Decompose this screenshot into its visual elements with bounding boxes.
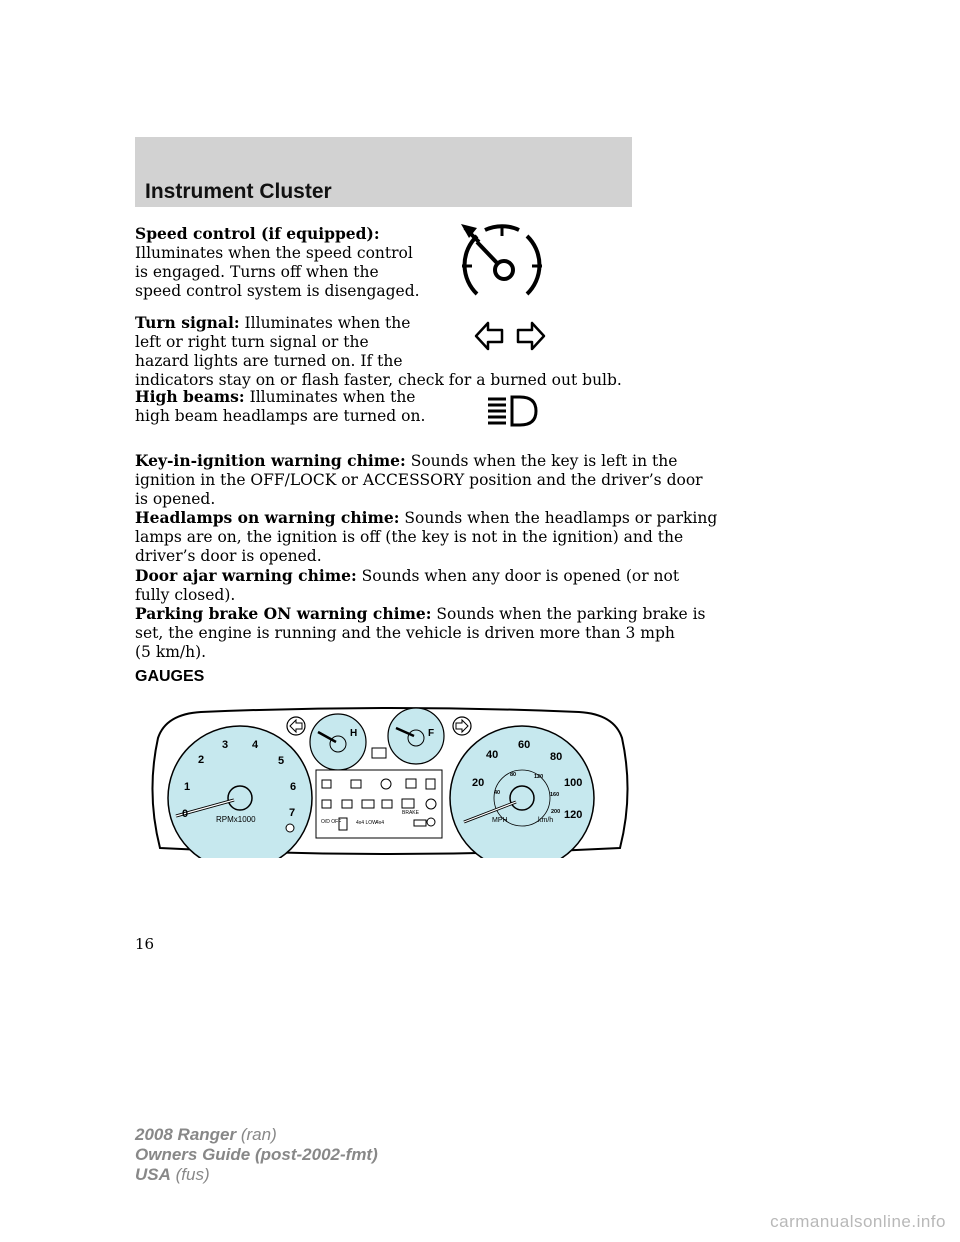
turn-signal-icon	[474, 320, 546, 352]
brake-chime-text: Parking brake ON warning chime: Sounds when the parking brake is set, the engine is running and the vehicle is driven more than 3 mph (5 km/h).	[135, 604, 706, 661]
key-chime-label: Key-in-ignition warning chime:	[135, 451, 406, 470]
tach-label-1: 1	[184, 781, 191, 793]
od-off-text: O/D OFF	[321, 819, 342, 825]
gauges-heading: GAUGES	[135, 668, 205, 685]
turn-signal-text: Turn signal: Illuminates when the left or right turn signal or the hazard lights are turned on. If the indicators stay on or flash faster, check for a burned out bulb.	[135, 313, 622, 389]
tach-unit: RPMx1000	[216, 815, 256, 824]
mph-label-60: 60	[518, 739, 531, 751]
mph-label-120: 120	[564, 809, 583, 821]
door-chime-text: Door ajar warning chime: Sounds when any door is opened (or not fully closed).	[135, 566, 680, 604]
watermark: carmanualsonline.info	[770, 1212, 946, 1231]
tach-label-2: 2	[198, 754, 205, 766]
brake-text: BRAKE	[402, 810, 419, 816]
headlamps-chime-text: Headlamps on warning chime: Sounds when the headlamps or parking lamps are on, the ignition is off (the key is not in the ignition) and the driver’s door is opened.	[135, 508, 718, 565]
tach-label-6: 6	[290, 781, 297, 793]
tach-label-5: 5	[278, 755, 285, 767]
mph-unit: MPH	[492, 817, 508, 824]
document-footer: 2008 Ranger (ran) Owners Guide (post-2002-fmt) USA (fus)	[135, 1125, 378, 1184]
brake-chime-label: Parking brake ON warning chime:	[135, 604, 432, 623]
fuel-full-label: F	[428, 728, 435, 739]
speed-control-icon	[455, 222, 550, 302]
turn-signal-label: Turn signal:	[135, 313, 240, 332]
kmh-unit: km/h	[538, 817, 554, 824]
four-low-text: 4x4 LOW	[356, 820, 377, 826]
tachometer	[168, 726, 312, 858]
kmh-label-200: 200	[551, 809, 561, 815]
page-number: 16	[135, 935, 155, 953]
kmh-label-40: 40	[494, 790, 501, 796]
key-chime-text: Key-in-ignition warning chime: Sounds when the key is left in the ignition in the OFF/LOCK or ACCESSORY position and the driver’s door is opened.	[135, 451, 703, 508]
kmh-label-120: 120	[534, 774, 544, 780]
four-by-four-text: 4x4	[376, 820, 385, 826]
door-chime-label: Door ajar warning chime:	[135, 566, 357, 585]
tach-label-3: 3	[222, 739, 229, 751]
high-beams-text: High beams: Illuminates when the high beam headlamps are turned on.	[135, 387, 426, 425]
mph-label-40: 40	[486, 749, 499, 761]
mph-label-100: 100	[564, 777, 583, 789]
fuel-gauge	[388, 708, 444, 764]
kmh-label-160: 160	[550, 792, 560, 798]
speedometer	[450, 726, 594, 858]
headlamps-chime-label: Headlamps on warning chime:	[135, 508, 400, 527]
temp-hot-label: H	[350, 728, 358, 739]
speed-control-label: Speed control (if equipped):	[135, 224, 380, 243]
mph-label-80: 80	[550, 751, 563, 763]
speed-control-text: Speed control (if equipped): Illuminates when the speed control is engaged. Turns off when the speed control system is disengaged.	[135, 224, 420, 300]
mph-label-20: 20	[472, 777, 485, 789]
high-beams-label: High beams:	[135, 387, 245, 406]
page-title: Instrument Cluster	[145, 180, 332, 203]
tach-label-0: 0	[182, 808, 189, 820]
high-beam-icon	[486, 395, 540, 427]
temperature-gauge	[310, 714, 366, 770]
tach-label-7: 7	[289, 807, 296, 819]
tach-label-4: 4	[252, 739, 259, 751]
instrument-cluster-illustration	[146, 698, 634, 858]
kmh-label-80: 80	[510, 772, 517, 778]
